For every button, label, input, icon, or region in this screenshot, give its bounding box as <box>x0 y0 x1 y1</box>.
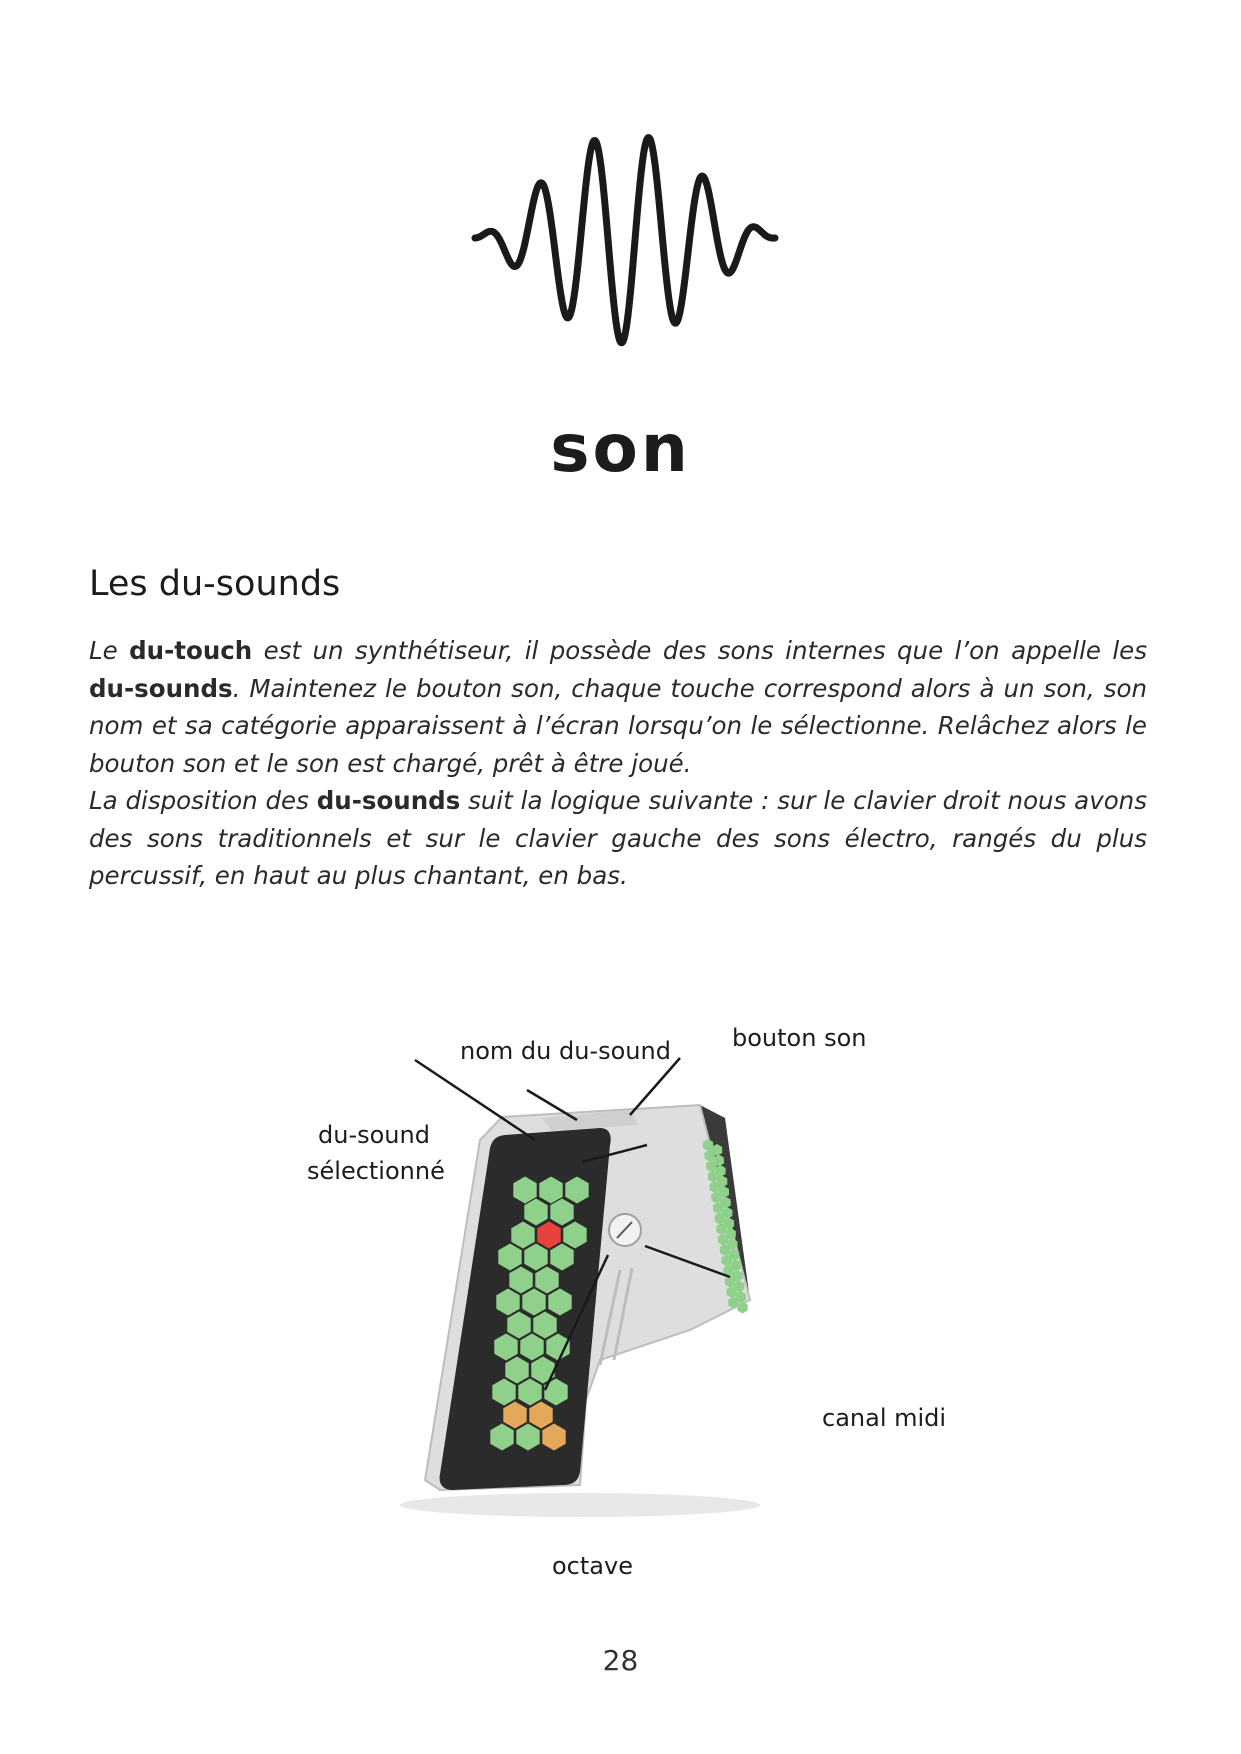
callout-octave: octave <box>552 1552 633 1580</box>
product-name: du-touch <box>129 636 253 665</box>
page-number: 28 <box>602 1644 639 1677</box>
callout-selected-line1: du-sound <box>318 1121 430 1149</box>
body-text <box>89 632 1147 895</box>
sound-wave-icon <box>470 118 780 358</box>
callout-midi-channel: canal midi <box>822 1404 947 1432</box>
device-illustration <box>280 1000 980 1600</box>
term-du-sounds: du-sounds <box>89 673 233 703</box>
callout-line-selected <box>415 1060 535 1140</box>
paragraph-1: Le du-touch est un synthétiseur, il possède des sons internes que l’on appelle les du-sounds. Maintenez le bouton son, chaque touche correspond alors à un son, son nom et sa catégorie apparaissent à l’écran lorsqu’on le sélectionne. Relâchez alors le bouton son et le son est chargé, prêt à être joué. <box>89 636 1147 778</box>
term-du-sounds: du-sounds <box>316 786 461 815</box>
page-title: son <box>550 410 691 487</box>
device-shadow <box>400 1493 760 1517</box>
callout-du-sound-name: nom du du-sound <box>460 1037 671 1065</box>
section-heading: Les du-sounds <box>89 564 341 604</box>
callout-selected-line2: sélectionné <box>307 1157 445 1185</box>
paragraph-2: La disposition des du-sounds suit la logique suivante : sur le clavier droit nous avons des sons traditionnels et sur le clavier gauche des sons électro, rangés du plus percussif, en haut au plus chantant, en bas. <box>89 786 1147 890</box>
callout-sound-button: bouton son <box>732 1024 867 1052</box>
